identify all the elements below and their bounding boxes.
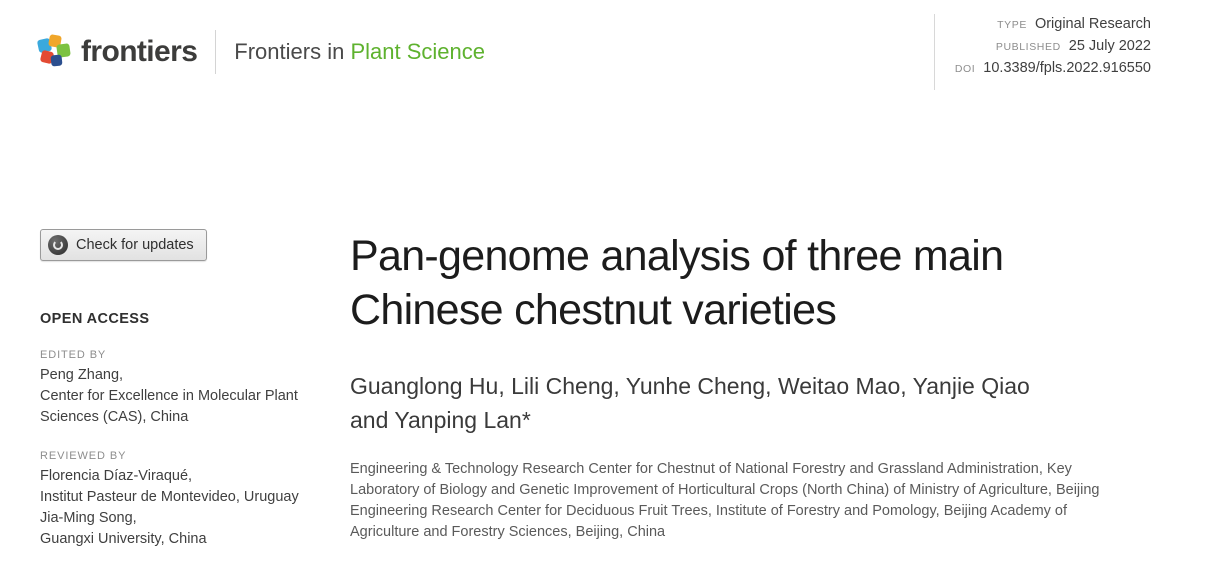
meta-value-type: Original Research	[1034, 16, 1151, 32]
journal-name	[234, 39, 485, 65]
check-for-updates-label: Check for updates	[76, 237, 194, 253]
reviewed-by-line: Institut Pasteur de Montevideo, Uruguay	[40, 489, 299, 505]
page-content	[0, 104, 1213, 550]
meta-value-doi[interactable]: 10.3389/fpls.2022.916550	[983, 60, 1151, 76]
edited-by-line: Center for Excellence in Molecular Plant	[40, 388, 298, 404]
meta-key-published: PUBLISHED	[995, 41, 1061, 53]
sidebar	[0, 229, 350, 550]
edited-by-line: Peng Zhang,	[40, 367, 124, 383]
journal-prefix: Frontiers in	[234, 39, 351, 64]
article-meta	[934, 14, 1151, 90]
edited-by-label: EDITED BY	[40, 349, 107, 361]
brand-divider	[215, 30, 216, 74]
author-list: Guanglong Hu, Lili Cheng, Yunhe Cheng, Weitao Mao, Yanjie Qiao and Yanping Lan*	[350, 373, 1030, 433]
open-access-heading: OPEN ACCESS	[40, 311, 150, 327]
reviewed-by-block	[40, 466, 350, 550]
frontiers-petals-icon	[38, 35, 72, 69]
brand-area	[38, 30, 485, 74]
check-for-updates-button[interactable]	[40, 229, 207, 261]
article-main	[350, 229, 1213, 550]
reviewed-by-label: REVIEWED BY	[40, 450, 127, 462]
reviewed-by-line: Jia-Ming Song,	[40, 510, 137, 526]
crossmark-icon	[48, 235, 68, 255]
meta-value-published: 25 July 2022	[1068, 38, 1151, 54]
meta-divider	[934, 14, 935, 90]
meta-row-published	[955, 38, 1151, 54]
meta-key-doi: DOI	[954, 63, 976, 75]
affiliation-text: Engineering & Technology Research Center for Chestnut of National Forestry and Grassland Administration, Key Laboratory of Biology and Genetic Improvement of Horticultural Crops (North China) of Ministry of Agriculture, Beijing Engineering Research Center for Deciduous Fruit Trees, Institute of Forestry and Pomology, Beijing Academy of Agriculture and Forestry Sciences, Beijing, China	[350, 461, 1100, 540]
meta-row-doi	[955, 60, 1151, 76]
meta-row-type	[955, 16, 1151, 32]
page-title: Pan-genome analysis of three main Chinese chestnut varieties	[350, 232, 1004, 334]
edited-by-block	[40, 365, 350, 428]
reviewed-by-line: Guangxi University, China	[40, 531, 207, 547]
reviewed-by-line: Florencia Díaz-Viraqué,	[40, 468, 193, 484]
edited-by-line: Sciences (CAS), China	[40, 409, 189, 425]
frontiers-logo[interactable]	[38, 35, 197, 69]
meta-key-type: TYPE	[997, 19, 1027, 31]
frontiers-wordmark: frontiers	[81, 35, 198, 68]
page-header	[0, 0, 1213, 104]
journal-accent: Plant Science	[350, 39, 485, 64]
